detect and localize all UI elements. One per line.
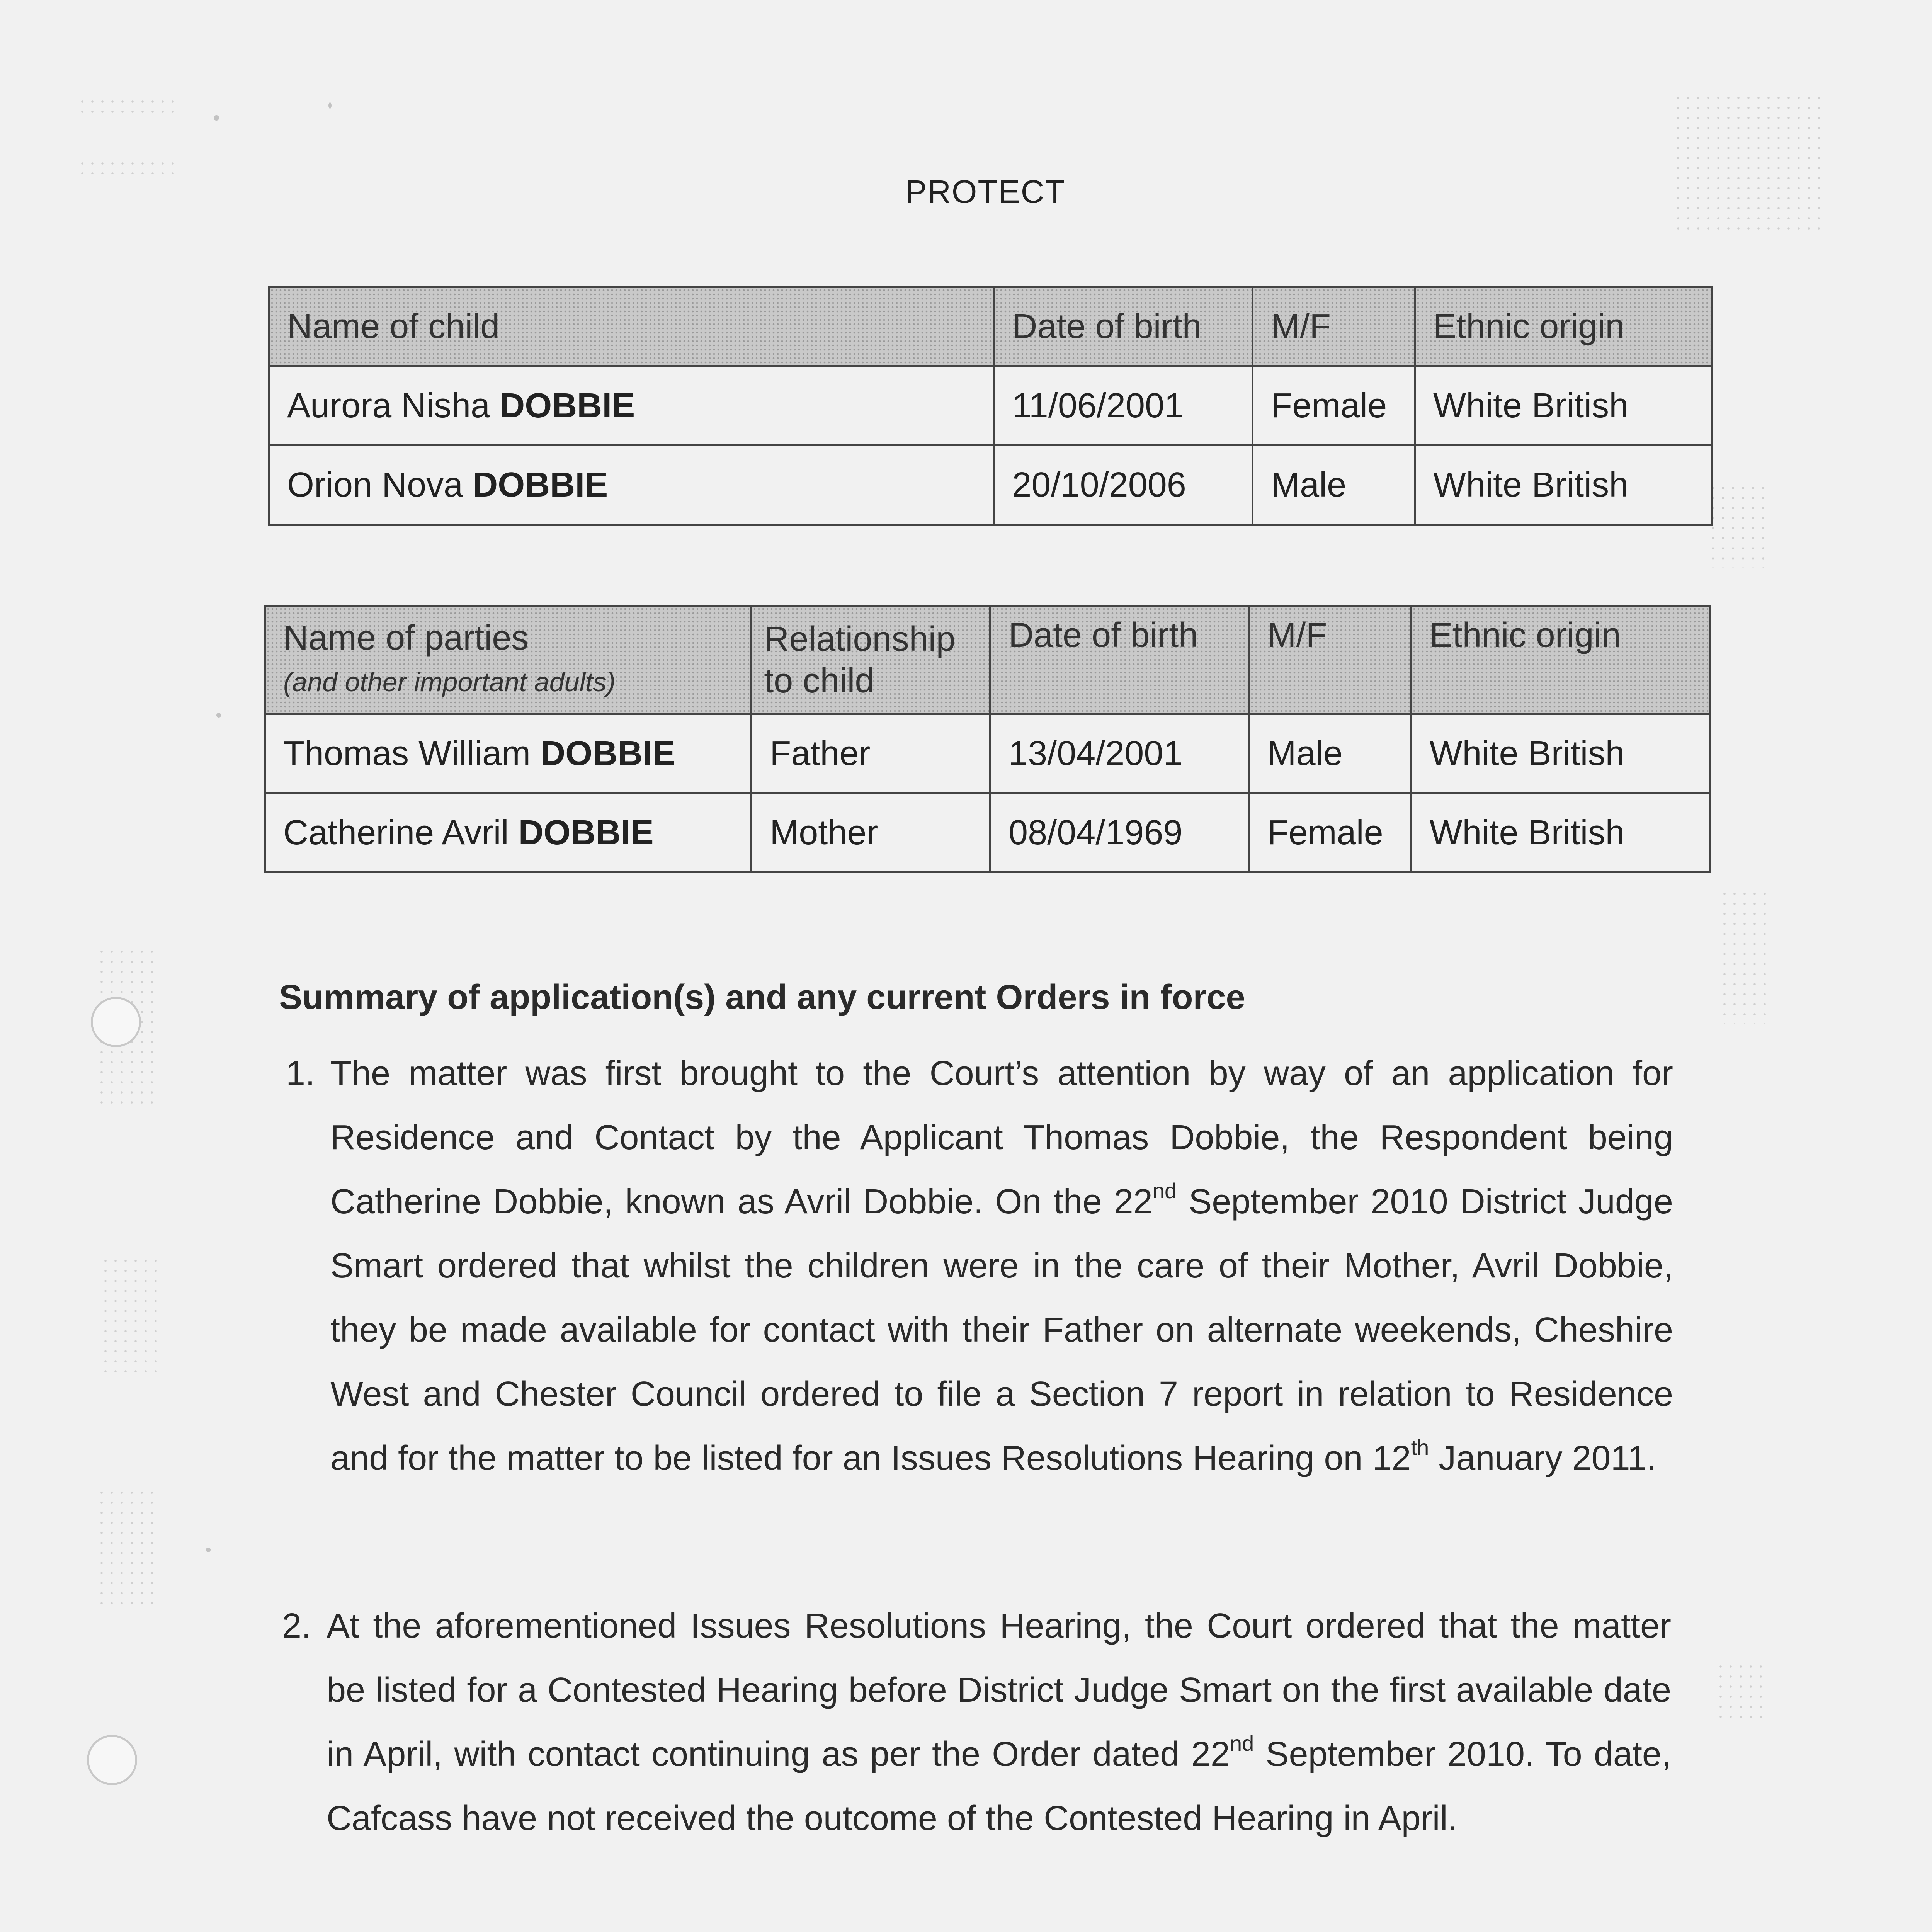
child-name: Aurora Nisha DOBBIE xyxy=(269,366,994,446)
scan-noise-top-left-2 xyxy=(77,158,182,174)
children-table xyxy=(268,286,1713,526)
scan-speck xyxy=(214,115,219,121)
col-header-ethnic-origin: Ethnic origin xyxy=(1411,606,1710,714)
party-sex: Male xyxy=(1249,714,1411,793)
paragraph-number: 2. xyxy=(282,1607,311,1645)
summary-heading: Summary of application(s) and any current Orders in force xyxy=(279,978,1245,1017)
scan-noise-right-2 xyxy=(1719,889,1774,1024)
parties-table xyxy=(264,605,1711,873)
child-dob: 11/06/2001 xyxy=(994,366,1253,446)
party-ethnic-origin: White British xyxy=(1411,793,1710,872)
scan-speck xyxy=(216,713,221,718)
scan-speck xyxy=(328,102,332,109)
party-ethnic-origin: White British xyxy=(1411,714,1710,793)
table-row xyxy=(269,366,1712,446)
party-relationship: Father xyxy=(752,714,990,793)
col-header-name-of-child: Name of child xyxy=(269,287,994,366)
punch-hole-upper xyxy=(91,997,141,1047)
child-name: Orion Nova DOBBIE xyxy=(269,446,994,525)
col-header-date-of-birth: Date of birth xyxy=(994,287,1253,366)
party-name: Catherine Avril DOBBIE xyxy=(265,793,752,872)
protective-marking: PROTECT xyxy=(905,173,1066,210)
col-header-subtitle: (and other important adults) xyxy=(283,667,616,697)
scan-noise-left-2 xyxy=(100,1256,158,1372)
party-dob: 13/04/2001 xyxy=(990,714,1249,793)
child-ethnic-origin: White British xyxy=(1415,446,1712,525)
col-header-sex: M/F xyxy=(1249,606,1411,714)
col-header-sex: M/F xyxy=(1253,287,1415,366)
table-row xyxy=(265,714,1710,793)
party-dob: 08/04/1969 xyxy=(990,793,1249,872)
child-dob: 20/10/2006 xyxy=(994,446,1253,525)
scan-noise-right-1 xyxy=(1708,483,1770,568)
scan-noise-left-3 xyxy=(97,1488,155,1604)
parties-table-header xyxy=(265,606,1710,714)
table-row xyxy=(269,446,1712,525)
party-name: Thomas William DOBBIE xyxy=(265,714,752,793)
children-table-header xyxy=(269,287,1712,366)
col-header-ethnic-origin: Ethnic origin xyxy=(1415,287,1712,366)
scan-noise-top-left xyxy=(77,97,178,120)
scan-speck xyxy=(206,1548,211,1552)
paragraph-1: 1. The matter was first brought to the Court’s attention by way of an application for Residence and Contact by the Applicant Thomas Dobbie, the Respondent being Catherine Dobbie, known as Avril Dobbie. On the 22nd September 2010 District Judge Smart ordered that whilst the children were in the care of their Mother, Avril Dobbie, they be made available for contact with their Father on alternate weekends, Cheshire West and Chester Council ordered to file a Section 7 report in relation to Residence and for the matter to be listed for an Issues Resolutions Hearing on 12th January 2011. xyxy=(330,1041,1673,1490)
scan-noise-right-3 xyxy=(1716,1662,1770,1723)
child-sex: Female xyxy=(1253,366,1415,446)
party-sex: Female xyxy=(1249,793,1411,872)
party-relationship: Mother xyxy=(752,793,990,872)
table-row xyxy=(265,793,1710,872)
col-header-relationship: Relationship to child xyxy=(752,606,990,714)
punch-hole-lower xyxy=(87,1735,137,1785)
child-sex: Male xyxy=(1253,446,1415,525)
col-header-date-of-birth: Date of birth xyxy=(990,606,1249,714)
col-header-name-of-parties: Name of parties (and other important adults) xyxy=(265,606,752,714)
paragraph-number: 1. xyxy=(286,1054,315,1093)
scan-noise-top-right xyxy=(1673,93,1820,232)
child-ethnic-origin: White British xyxy=(1415,366,1712,446)
paragraph-2: 2. At the aforementioned Issues Resolutions Hearing, the Court ordered that the matter be listed for a Contested Hearing before District Judge Smart on the first available date in April, with contact continuing as per the Order dated 22nd September 2010. To date, Cafcass have not received the outcome of the Contested Hearing in April. xyxy=(327,1594,1671,1850)
